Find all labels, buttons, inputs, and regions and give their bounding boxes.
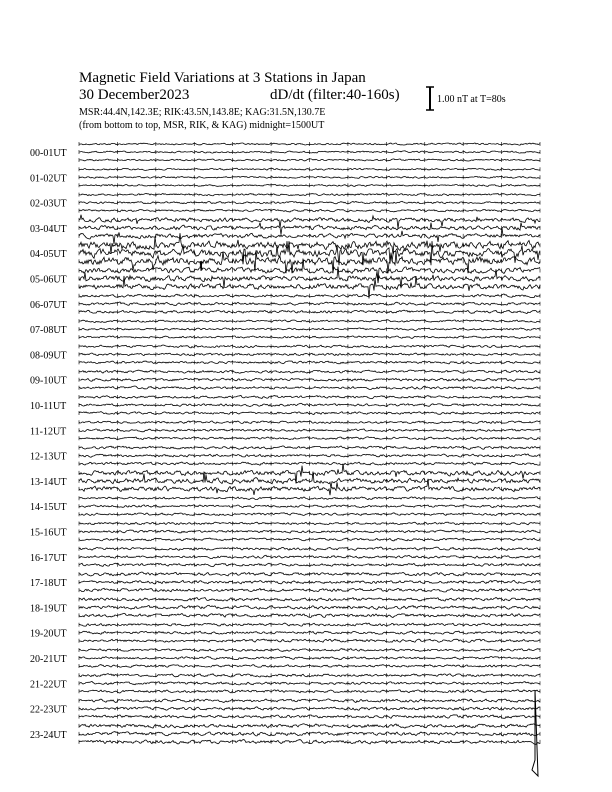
row-label: 00-01UT (30, 148, 67, 159)
chart-title: Magnetic Field Variations at 3 Stations in Japan (79, 70, 366, 86)
row-04-05UT (30, 233, 540, 273)
row-label: 12-13UT (30, 451, 67, 463)
row-20-21UT (30, 648, 540, 668)
row-label: 02-03UT (30, 198, 67, 210)
magnetogram-rows (30, 142, 540, 776)
spike-trace (532, 690, 538, 776)
row-label: 08-09UT (30, 350, 67, 362)
row-02-03UT (30, 193, 540, 213)
chart-filter: dD/dt (filter:40-160s) (270, 87, 400, 103)
row-label: 23-24UT (30, 729, 67, 741)
scale-bar (426, 87, 434, 110)
row-07-08UT (30, 319, 540, 339)
row-label: 09-10UT (30, 375, 67, 387)
row-label: 22-23UT (30, 704, 67, 716)
row-label: 04-05UT (30, 249, 67, 261)
row-03-04UT (30, 215, 540, 244)
row-17-18UT (30, 572, 540, 592)
row-label: 01-02UT (30, 173, 67, 185)
row-label: 07-08UT (30, 325, 67, 337)
row-label: 16-17UT (30, 552, 67, 564)
chart-date: 30 December2023 (79, 87, 190, 103)
order-line: (from bottom to top, MSR, RIK, & KAG) midnight=1500UT (79, 120, 325, 131)
row-21-22UT (30, 673, 540, 693)
row-16-17UT (30, 547, 540, 567)
row-22-23UT (30, 699, 540, 719)
scale-label: 1.00 nT at T=80s (437, 94, 506, 105)
row-label: 15-16UT (30, 527, 67, 539)
row-08-09UT (30, 344, 540, 364)
row-label: 20-21UT (30, 654, 67, 665)
row-13-14UT (30, 464, 540, 496)
row-23-24UT (30, 724, 540, 745)
row-09-10UT (30, 370, 540, 390)
row-label: 10-11UT (30, 401, 67, 412)
row-18-19UT (30, 597, 540, 617)
row-label: 03-04UT (30, 223, 67, 235)
row-label: 13-14UT (30, 476, 67, 488)
row-00-01UT (30, 142, 540, 162)
row-01-02UT (30, 167, 540, 187)
row-15-16UT (30, 522, 540, 542)
row-label: 21-22UT (30, 679, 67, 691)
row-label: 06-07UT (30, 299, 67, 311)
row-11-12UT (30, 420, 540, 440)
row-10-11UT (30, 395, 540, 415)
row-06-07UT (30, 294, 540, 314)
row-12-13UT (30, 446, 540, 466)
row-19-20UT (30, 623, 540, 643)
row-14-15UT (30, 496, 540, 516)
row-label: 19-20UT (30, 628, 67, 640)
row-label: 11-12UT (30, 426, 67, 438)
row-label: 18-19UT (30, 603, 67, 615)
row-label: 14-15UT (30, 502, 67, 514)
stations-line: MSR:44.4N,142.3E; RIK:43.5N,143.8E; KAG:31.5N,130.7E (79, 107, 326, 118)
row-label: 17-18UT (30, 578, 67, 590)
row-label: 05-06UT (30, 274, 67, 286)
